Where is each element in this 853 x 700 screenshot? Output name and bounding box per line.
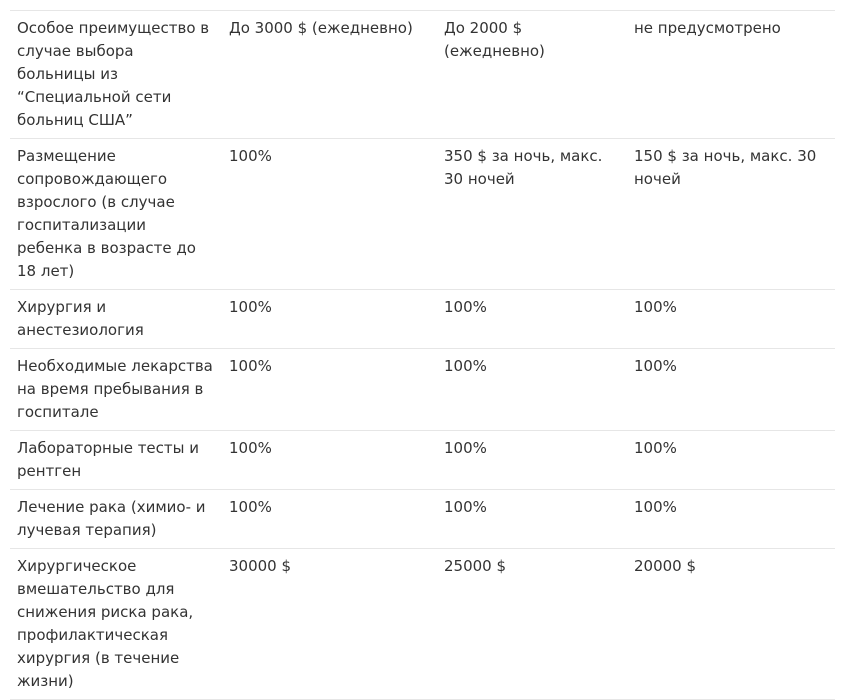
coverage-table [10,10,835,700]
benefit-cell: Лабораторные тесты и рентген [17,439,200,480]
plan-3-cell: 150 $ за ночь, макс. 30 ночей [634,147,817,188]
plan-1-cell: 30000 $ [229,557,292,575]
benefit-cell: Лечение рака (химио- и лучевая терапия) [17,498,206,539]
plan-1-cell: 100% [229,357,272,375]
plan-1-cell: 100% [229,298,272,316]
table-row [10,549,835,700]
plan-3-cell: 100% [634,439,677,457]
plan-3-cell: не предусмотрено [634,19,781,37]
plan-2-cell: До 2000 $ (ежедневно) [444,19,545,60]
plan-2-cell: 100% [444,298,487,316]
plan-1-cell: До 3000 $ (ежедневно) [229,19,413,37]
table-row [10,349,835,431]
plan-2-cell: 25000 $ [444,557,507,575]
table-row [10,431,835,490]
benefit-cell: Хирургическое вмешательство для снижения риска рака, профилактическая хирургия (в течение жизни) [17,557,194,690]
benefit-cell: Размещение сопровождающего взрослого (в случае госпитализации ребенка в возрасте до 18 лет) [17,147,196,280]
table-row [10,490,835,549]
plan-3-cell: 20000 $ [634,557,697,575]
plan-3-cell: 100% [634,298,677,316]
benefit-cell: Хирургия и анестезиология [17,298,144,339]
plan-2-cell: 100% [444,498,487,516]
benefit-cell: Особое преимущество в случае выбора больницы из “Специальной сети больниц США” [17,19,210,129]
table-row [10,11,835,139]
plan-2-cell: 350 $ за ночь, макс. 30 ночей [444,147,603,188]
plan-1-cell: 100% [229,498,272,516]
plan-3-cell: 100% [634,498,677,516]
benefit-cell: Необходимые лекарства на время пребывания в госпитале [17,357,213,421]
plan-3-cell: 100% [634,357,677,375]
plan-2-cell: 100% [444,357,487,375]
plan-1-cell: 100% [229,147,272,165]
plan-1-cell: 100% [229,439,272,457]
table-row [10,290,835,349]
plan-2-cell: 100% [444,439,487,457]
table-row [10,139,835,290]
